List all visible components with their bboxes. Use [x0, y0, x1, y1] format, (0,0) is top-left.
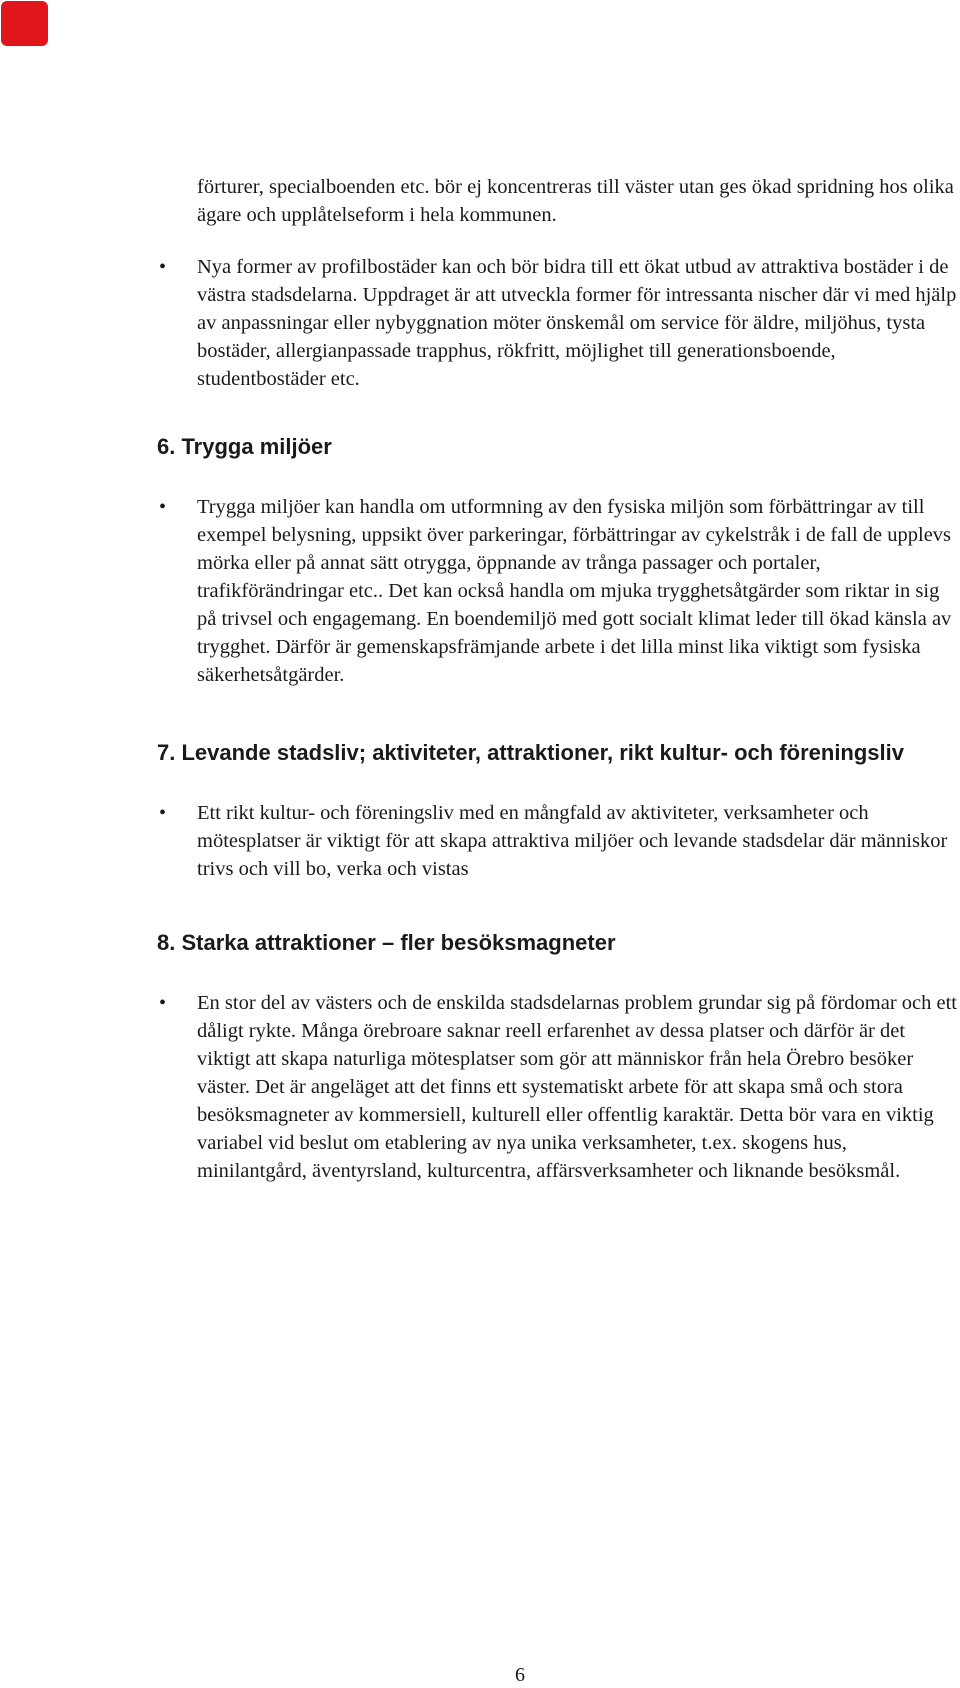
section-heading-8: 8. Starka attraktioner – fler besöksmagneter: [157, 930, 616, 955]
bullet-icon: •: [159, 256, 167, 278]
bullet-icon: •: [159, 802, 167, 824]
bullet-item-starka-attraktioner: [157, 989, 957, 1185]
bullet-item-profilbostader: [157, 253, 957, 393]
bullet-icon: •: [159, 496, 167, 518]
bullet-text: Nya former av profilbostäder kan och bör bidra till ett ökat utbud av attraktiva bostäder i de västra stadsdelarna. Uppdraget är att utveckla former för intressanta nischer där vi med hjälp av anpassningar eller nybyggnation möter önskemål om service för äldre, miljöhus, tysta bostäder, allergianpassade trapphus, rökfritt, möjlighet till generationsboende, studentbostäder etc.: [197, 256, 957, 390]
bullet-text: En stor del av västers och de enskilda stadsdelarnas problem grundar sig på fördomar och ett dåligt rykte. Många örebroare saknar reell erfarenhet av dessa platser och därför är det viktigt att skapa naturliga mötesplatser som gör att människor från hela Örebro besöker väster. Det är angeläget att det finns ett systematiskt arbete för att skapa små och stora besöksmagneter av kommersiell, kulturell eller offentlig karaktär. Detta bör vara en viktig variabel vid beslut om etablering av nya unika verksamheter, t.ex. skogens hus, minilantgård, äventyrsland, kulturcentra, affärsverksamheter och liknande besöksmål.: [197, 992, 957, 1182]
bullet-text: Trygga miljöer kan handla om utformning av den fysiska miljön som förbättringar av till exempel belysning, uppsikt över parkeringar, förbättringar av cykelstråk i de fall de upplevs mörka eller på annat sätt otrygga, öppnande av trånga passager och portaler, trafikförändringar etc.. Det kan också handla om mjuka trygghetsåtgärder som riktar in sig på trivsel och engagemang. En boendemiljö med gott socialt klimat leder till ökad känsla av trygghet. Därför är gemenskapsfrämjande arbete i det lilla minst lika viktigt som fysiska säkerhetsåtgärder.: [197, 496, 952, 686]
document-body: [157, 173, 957, 1185]
bullet-text: Ett rikt kultur- och föreningsliv med en mångfald av aktiviteter, verksamheter och mötesplatser är viktigt för att skapa attraktiva miljöer och levande stadsdelar där människor trivs och vill bo, verka och vistas: [197, 802, 948, 880]
bullet-icon: •: [159, 992, 167, 1014]
bullet-item-levande-stadsliv: [157, 799, 957, 883]
section-heading-7: 7. Levande stadsliv; aktiviteter, attraktioner, rikt kultur- och föreningsliv: [157, 740, 905, 765]
section-heading-6: 6. Trygga miljöer: [157, 434, 332, 459]
page-number: 6: [515, 1664, 525, 1686]
intro-continuation-paragraph: förturer, specialboenden etc. bör ej koncentreras till väster utan ges ökad spridning hos olika ägare och upplåtelseform i hela kommunen.: [197, 176, 954, 226]
bullet-item-trygga-miljoer: [157, 493, 957, 689]
corner-brand-mark: [1, 1, 48, 46]
